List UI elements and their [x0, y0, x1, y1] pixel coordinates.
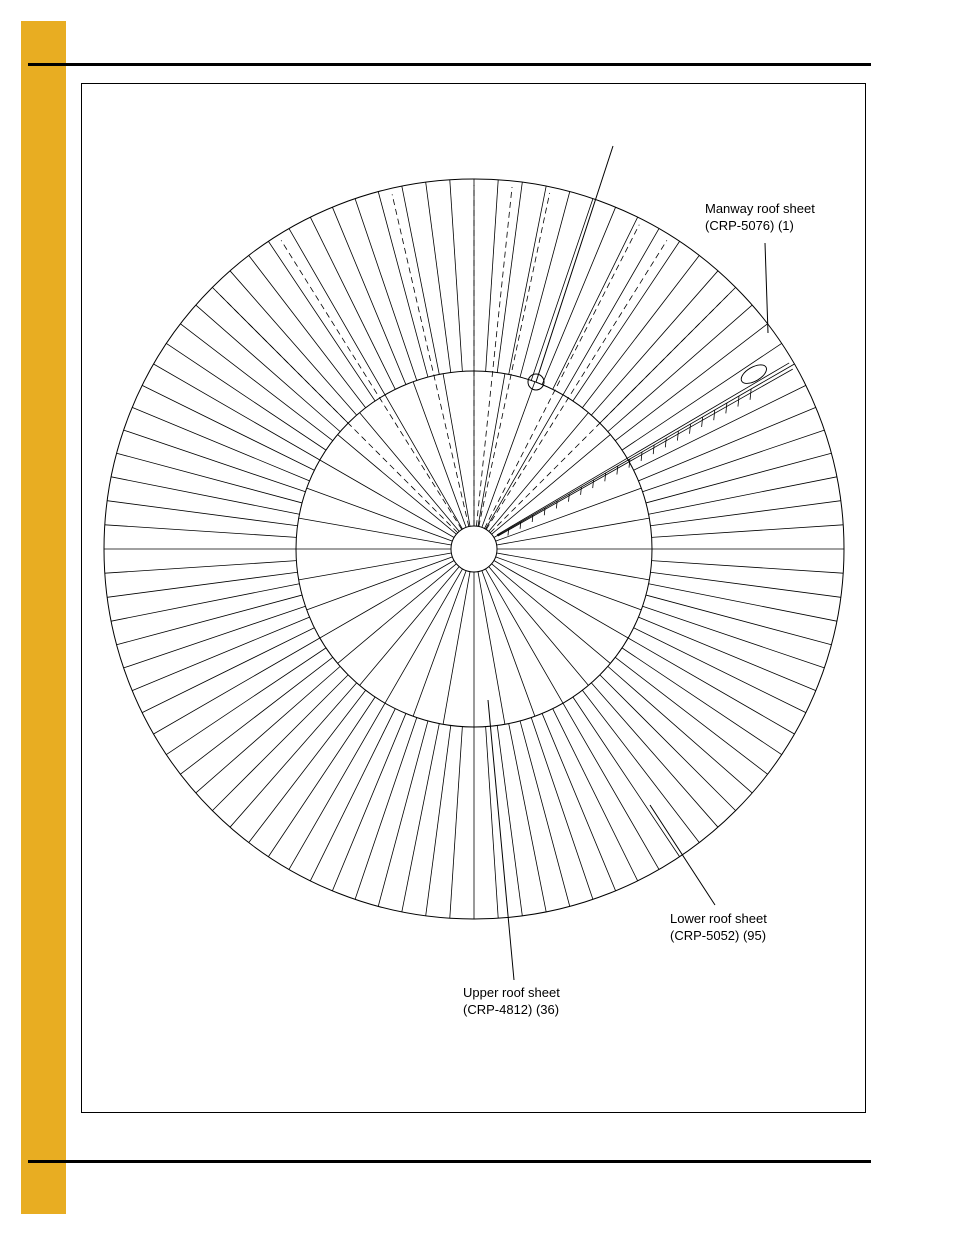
- upper-roof-sheet-seam: [482, 571, 535, 717]
- lower-roof-sheet-seam: [531, 718, 593, 900]
- upper-roof-sheet-seam: [307, 557, 453, 610]
- upper-roof-sheet-seam: [360, 413, 460, 532]
- upper-roof-sheet-seam: [338, 564, 457, 664]
- upper-roof-sheet-seam: [385, 395, 463, 529]
- lower-roof-sheet-seam: [649, 584, 837, 621]
- lower-roof-sheet-seam: [268, 697, 375, 857]
- upper-roof-sheet-seam: [413, 382, 466, 528]
- lower-roof-sheet-seam: [643, 430, 825, 492]
- lower-roof-sheet-seam: [450, 180, 463, 372]
- lower-roof-sheet-seam: [402, 724, 439, 912]
- upper-roof-sheet-seam: [338, 435, 457, 535]
- lower-roof-sheet-seam: [142, 385, 314, 470]
- upper-roof-sheet-seam: [413, 571, 466, 717]
- lower-roof-sheet-seam: [497, 725, 522, 915]
- lower-roof-sheet-seam: [638, 407, 815, 480]
- lower-roof-sheet-seam: [166, 648, 326, 755]
- upper-roof-sheet-seam: [496, 557, 642, 610]
- manway-label-part: (CRP-5076) (1): [705, 218, 794, 233]
- lower-roof-sheet-seam: [542, 207, 615, 384]
- lower-roof-sheet-seam: [310, 217, 395, 389]
- upper-roof-sheet-seam: [478, 374, 505, 527]
- lower-roof-sheet-seam: [649, 477, 837, 514]
- lower-roof-sheet-seam: [509, 724, 546, 912]
- lower-roof-sheet-seam: [573, 241, 680, 401]
- lower-roof-sheet-seam: [332, 713, 405, 890]
- lower-roof-sheet-seam: [553, 709, 638, 881]
- lower-roof-sheet-seam: [650, 501, 840, 526]
- manway-rung: [544, 508, 545, 515]
- lower-label-part: (CRP-5052) (95): [670, 928, 767, 943]
- manway-rung: [726, 403, 727, 413]
- leader-lines: [488, 146, 768, 980]
- lower-roof-sheet-seam: [426, 182, 451, 372]
- lower-roof-sheet-seam: [402, 186, 439, 374]
- dashed-reference-line: [281, 240, 462, 529]
- lower-roof-sheet-seam: [646, 453, 831, 503]
- dashed-reference-line: [484, 225, 639, 529]
- upper-roof-sheet-seam: [320, 460, 454, 538]
- lower-label-name: Lower roof sheet: [670, 911, 767, 926]
- lower-roof-sheet-seam: [643, 606, 825, 668]
- upper-roof-sheet-seam: [486, 569, 564, 703]
- lower-roof-sheet-seam: [652, 525, 844, 538]
- upper-roof-sheet-seam: [497, 518, 650, 545]
- lower-roof-sheet-seam: [573, 697, 680, 857]
- lower-roof-sheet-seam: [591, 271, 718, 415]
- manway-rung: [653, 445, 654, 454]
- upper-roof-sheet-seam: [478, 572, 505, 725]
- upper-roof-sheet-seam: [489, 567, 589, 686]
- dashed-reference-line: [392, 194, 469, 526]
- lower-roof-sheet-seam: [608, 305, 752, 432]
- lower-roof-sheet-seam: [117, 595, 302, 645]
- lower-roof-sheet-seam: [634, 385, 806, 470]
- lower-roof-sheet-seam: [132, 617, 309, 690]
- lower-roof-sheet-seam: [531, 199, 593, 381]
- manway-label-name: Manway roof sheet: [705, 201, 815, 216]
- lower-roof-sheet-seam: [646, 595, 831, 645]
- lower-roof-sheet-seam: [111, 584, 299, 621]
- manway-rung: [690, 424, 691, 434]
- lower-roof-sheet-seam: [310, 709, 395, 881]
- lower-roof-sheet-seam: [117, 453, 302, 503]
- upper-roof-sheet-seam: [443, 374, 470, 527]
- lower-roof-sheet-seam: [107, 572, 297, 597]
- lower-roof-sheet-seam: [426, 725, 451, 915]
- upper-roof-sheet-seam: [489, 413, 589, 532]
- manway-roof-sheet-label: [705, 200, 815, 234]
- lower-roof-sheet-seam: [268, 241, 375, 401]
- upper-roof-sheet-seam: [492, 435, 611, 535]
- lower-roof-sheet-seam: [652, 561, 844, 574]
- lower-roof-sheet-seam: [378, 192, 428, 377]
- upper-label-name: Upper roof sheet: [463, 985, 560, 1000]
- lower-roof-sheet-seam: [509, 186, 546, 374]
- lower-roof-sheet-seam: [230, 271, 357, 415]
- upper-roof-sheet-leader-line: [488, 700, 514, 980]
- lower-roof-sheet-seam: [634, 628, 806, 713]
- upper-roof-sheet-seam: [360, 567, 460, 686]
- upper-label-part: (CRP-4812) (36): [463, 1002, 560, 1017]
- upper-roof-sheet-label: [463, 984, 560, 1018]
- lower-roof-sheet-seam: [553, 217, 638, 389]
- lower-roof-sheet-seam: [608, 666, 752, 793]
- lower-roof-sheet-seam: [332, 207, 405, 384]
- upper-roof-sheet-seam: [497, 553, 650, 580]
- manway-rung: [641, 452, 642, 461]
- roof-center-ring: [451, 526, 497, 572]
- manway-rung: [532, 515, 533, 522]
- dashed-reference-line: [486, 240, 667, 529]
- lower-roof-sheet-seam: [378, 721, 428, 906]
- upper-roof-sheet-seam: [299, 553, 452, 580]
- lower-roof-sheet-seam: [450, 727, 463, 919]
- lower-roof-sheet-seam: [230, 683, 357, 827]
- manway-rung: [617, 466, 618, 474]
- manway-leader-line: [765, 243, 768, 333]
- upper-roof-sheet-seam: [494, 561, 628, 639]
- upper-roof-sheet-seam: [494, 460, 628, 538]
- lower-roof-sheet-seam: [622, 648, 782, 755]
- lower-roof-sheet-seam: [166, 343, 326, 450]
- lower-roof-sheet-seam: [107, 501, 297, 526]
- manway-rung: [677, 431, 678, 441]
- upper-roof-sheet-seam: [482, 382, 535, 528]
- lower-roof-sheet-seam: [142, 628, 314, 713]
- lower-roof-sheet-seam: [591, 683, 718, 827]
- lower-roof-sheet-seam: [196, 305, 340, 432]
- lower-roof-sheet-leader-line: [650, 805, 715, 905]
- lower-roof-sheet-seam: [355, 199, 417, 381]
- lower-roof-sheet-seam: [124, 606, 306, 668]
- upper-roof-sheet-seam: [443, 572, 470, 725]
- upper-roof-sheet-seam: [486, 395, 564, 529]
- lower-roof-sheet-seam: [196, 666, 340, 793]
- lower-roof-sheet-seam: [486, 727, 499, 919]
- lower-roof-sheet-seam: [650, 572, 840, 597]
- lower-roof-sheet-label: [670, 910, 767, 944]
- manway-rung: [702, 417, 703, 427]
- lower-roof-sheet-seam: [105, 561, 297, 574]
- lower-roof-sheet-seam: [486, 180, 499, 372]
- upper-roof-sheet-seam: [307, 488, 453, 541]
- lower-roof-sheet-seam: [520, 192, 570, 377]
- upper-roof-sheet-seam: [492, 564, 611, 664]
- lower-roof-sheet-seam: [600, 675, 736, 811]
- manway-rung: [568, 494, 569, 502]
- marker-leader-line: [536, 146, 613, 382]
- lower-roof-sheet-seam: [212, 675, 348, 811]
- lower-roof-sheet-seam: [111, 477, 299, 514]
- lower-roof-sheet-seam: [542, 713, 615, 890]
- lower-roof-sheet-seam: [105, 525, 297, 538]
- upper-roof-sheet-seam: [385, 569, 463, 703]
- manway-rail: [498, 369, 793, 536]
- lower-roof-sheet-seam: [520, 721, 570, 906]
- manway-rung: [714, 410, 715, 420]
- lower-roof-sheet-seam: [355, 718, 417, 900]
- manway-rung: [605, 473, 606, 481]
- manway-rung: [556, 501, 557, 508]
- manway-rung: [593, 480, 594, 488]
- upper-roof-sheet-seam: [299, 518, 452, 545]
- lower-roof-sheet-seam: [132, 407, 309, 480]
- dashed-reference-line: [217, 292, 458, 533]
- lower-roof-sheet-seam: [622, 343, 782, 450]
- lower-roof-sheet-seam: [497, 182, 522, 372]
- manway-rung: [750, 389, 751, 400]
- lower-roof-sheet-seam: [124, 430, 306, 492]
- manway-rung: [581, 487, 582, 495]
- lower-roof-sheet-seam: [638, 617, 815, 690]
- manway-rung: [665, 438, 666, 447]
- manway-rung: [738, 396, 739, 407]
- upper-roof-sheet-seam: [320, 561, 454, 639]
